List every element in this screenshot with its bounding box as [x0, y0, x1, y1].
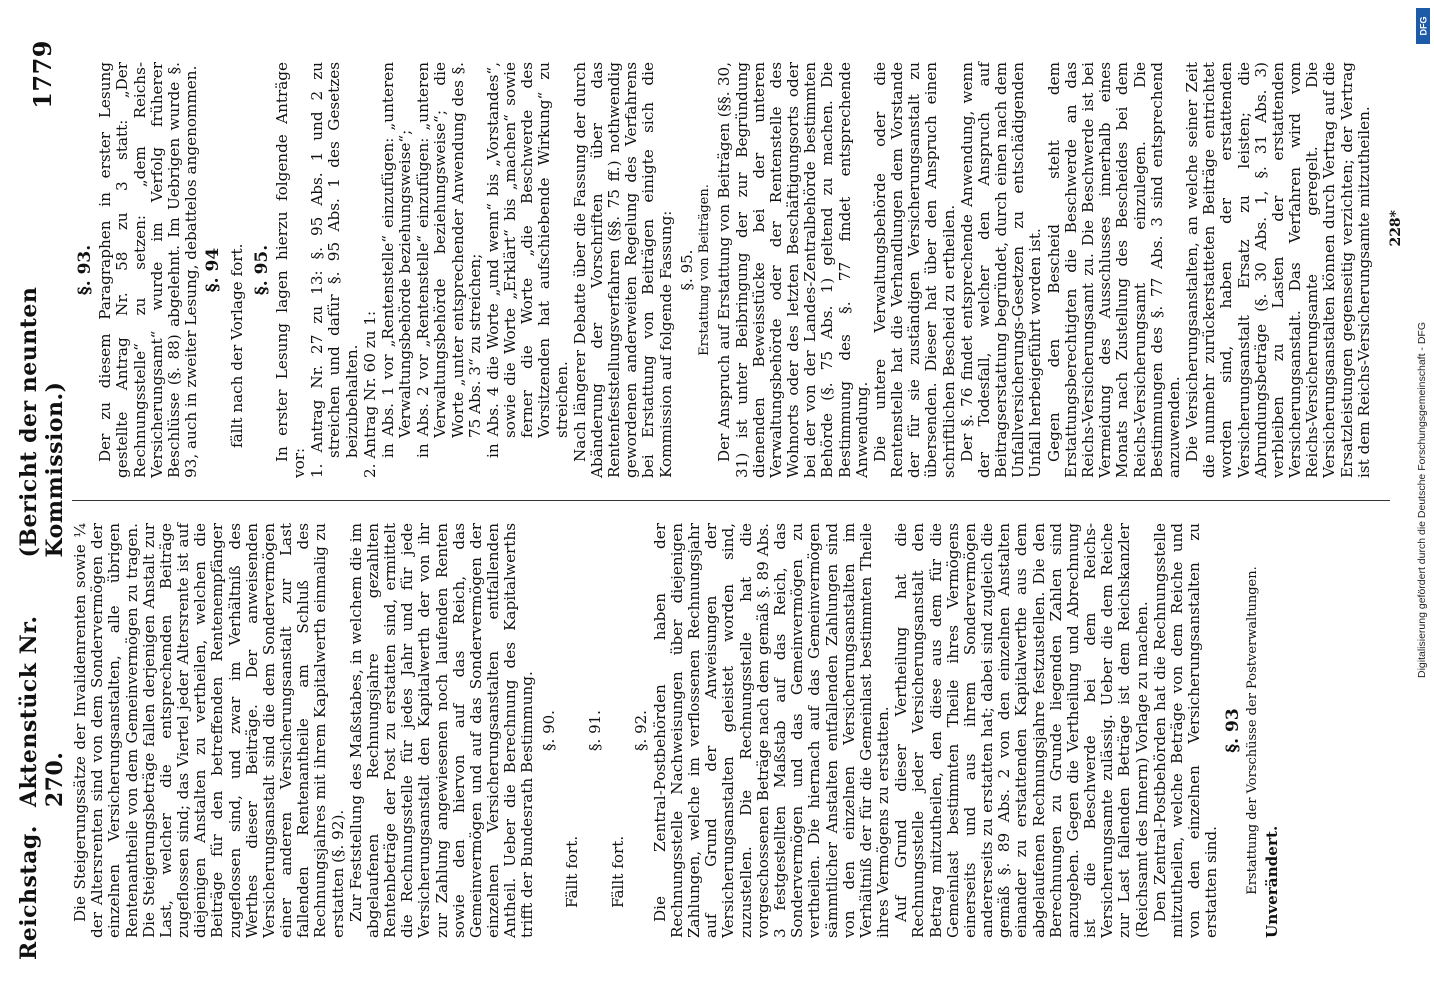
section-subheading-93: Erstattung der Vorschüsse der Postverwaltungen.	[1244, 566, 1260, 895]
digitization-note-text: Digitalisierung gefördert durch die Deutsche Forschungsgemeinschaft - DFG	[1416, 321, 1429, 679]
section-heading-93: §. 93	[1223, 708, 1244, 753]
header-aktenstueck: Aktenstück Nr. 270.	[16, 615, 68, 808]
section-heading-92: §. 92.	[631, 710, 650, 751]
section-heading-90: §. 90.	[539, 710, 558, 751]
paragraph: Die Steigerungssätze der Invalidenrenten sowie ¼ der Altersrenten sind von dem Sondervermögen der einzelnen Versicherungsanstalten, alle übrigen Rentenantheile von dem Gemeinvermögen zu tragen. Die Steigerungsbeträge fallen derjenigen Anstalt zur Last, welcher die entsprechenden Beiträge zugeflossen sind; das Viertel jeder Altersrente ist auf diejenigen Anstalten zu vertheilen, welchen die Beiträge für den betreffenden Rentenempfänger zugeflossen sind, und zwar im Verhältniß des Werthes dieser Beiträge. Der anweisenden Versicherungsanstalt sind die dem Sondervermögen einer anderen Versicherungsanstalt zur Last fallenden Rentenantheile am Schluß des Rechnungsjahres mit ihrem Kapitalwerth einmalig zu erstatten (§. 92).	[71, 523, 347, 938]
dfg-logo-icon: DFG	[1416, 8, 1430, 44]
paragraph: Nach längerer Debatte über die Fassung der durch Abänderung der Vorschriften über das Rentenfeststellungsverfahren (§§. 75 ff.) nothwendig gewordenen anderweiten Regelung des Verfahrens bei Erstattung von Beiträgen einigte sich die Kommission auf folgende Fassung:	[570, 62, 675, 478]
text-columns	[72, 40, 1390, 960]
header-left	[16, 558, 68, 960]
section-text-90: Fällt fort.	[562, 835, 581, 908]
paragraph: Auf Grund dieser Vertheilung hat die Rechnungsstelle jeder Versicherungsanstalt den Betrag mitzutheilen, den diese aus dem für die Gemeinlast bestimmten Theile ihres Vermögens einerseits und aus ihrem Sondervermögen andererseits zu erstatten hat; dabei sind zugleich die gemäß §. 89 Abs. 2 von den einzelnen Anstalten einander zu erstattenden Kapitalwerthe aus dem abgelaufenen Rechnungsjahre festzustellen. Die den Berechnungen zu Grunde liegenden Zahlen sind anzugeben. Gegen die Vertheilung und Abrechnung ist die Beschwerde bei dem Reichs-Versicherungsamte zulässig. Ueber die dem Reiche zur Last fallenden Beträge ist dem Reichskanzler (Reichsamt des Innern) Vorlage zu machen.	[892, 523, 1151, 938]
list-subitem: in Abs. 4 die Worte „und wenn“ bis „Vorstandes“, sowie die Worte „Erklärt“ bis „machen“ sowie ferner die Worte „die Beschwerde des Vorsitzenden hat aufschiebende Wirkung“ zu streichen.	[483, 62, 571, 458]
list-item: 2. Antrag Nr. 60 zu 1:	[360, 310, 379, 478]
page-header	[16, 40, 68, 960]
paragraph: Den Zentral-Postbehörden hat die Rechnungsstelle mitzutheilen, welche Beträge von dem Reiche und von den einzelnen Versicherungsanstalten zu erstatten sind.	[1150, 523, 1221, 938]
section-heading-94: §. 94	[203, 247, 224, 293]
paragraph: In erster Lesung lagen hierzu folgende Anträge vor:	[272, 62, 308, 478]
paragraph: Die Versicherungsanstalten, an welche seiner Zeit die nunmehr zurückerstatteten Beiträge entrichtet worden sind, haben der erstattenden Versicherungsanstalt Ersatz zu leisten; die Abrundungsbeträge (§. 30 Abs. 1, §. 31 Abs. 3) verbleiben zu Lasten der erstattenden Versicherungsanstalt. Das Verfahren wird vom Reichs-Versicherungsamte geregelt. Die Versicherungsanstalten können durch Vertrag auf die Ersatzleistungen gegenseitig verzichten; der Vertrag ist dem Reichs-Versicherungsamte mitzutheilen.	[1183, 62, 1373, 478]
header-reichstag: Reichstag.	[16, 825, 42, 960]
paragraph: Gegen den Bescheid steht dem Erstattungsberechtigten die Beschwerde an das Reichs-Versicherungsamt zu. Die Beschwerde ist bei Vermeidung des Ausschlusses innerhalb eines Monats nach Zustellung des Bescheides bei dem Reichs-Versicherungsamt einzulegen. Die Bestimmungen des §. 77 Abs. 3 sind entsprechend anzuwenden.	[1044, 62, 1183, 478]
right-column	[72, 40, 1390, 500]
list-item: 1. Antrag Nr. 27 zu 13: §. 95 Abs. 1 und 2 zu streichen und dafür §. 95 Abs. 1 des Gesetzes beizubehalten.	[308, 62, 361, 478]
list-subitem: in Abs. 2 vor „Rentenstelle“ einzufügen: „unteren Verwaltungsbehörde beziehungsweise“; die Worte „unter entsprechender Anwendung des §. 75 Abs. 3“ zu streichen;	[414, 62, 484, 458]
paragraph: Der zu diesem Paragraphen in erster Lesung gestellte Antrag Nr. 58 zu 3 statt: „Der Rechnungsstelle“ zu setzen: „dem Reichs-Versicherungsamt“ wurde im Verfolg früherer Beschlüsse (§. 88) abgelehnt. Im Uebrigen wurde §. 93, auch in zweiter Lesung, debattelos angenommen.	[96, 62, 201, 478]
section-heading-91: §. 91.	[585, 710, 604, 751]
page-signature: 228*	[1388, 210, 1404, 247]
paragraph: Die Zentral-Postbehörden haben der Rechnungsstelle Nachweisungen über diejenigen Zahlungen, welche im verflossenen Rechnungsjahr auf Grund der Anweisungen der Versicherungsanstalten geleistet worden sind, zuzustellen. Die Rechnungsstelle hat die vorgeschossenen Beträge nach dem gemäß §. 89 Abs. 3 festgestellten Maßstab auf das Reich, das Sondervermögen und das Gemeinvermögen zu vertheilen. Die hiernach auf das Gemeinvermögen sämmtlicher Anstalten entfallenden Zahlungen sind von den einzelnen Versicherungsanstalten im Verhältniß der für die Gemeinlast bestimmten Theile ihres Vermögens zu erstatten.	[650, 523, 893, 938]
list-subitem: in Abs. 1 vor „Rentenstelle“ einzufügen: „unteren Verwaltungsbehörde beziehungsweise“;	[378, 62, 415, 458]
section-subheading-95: Erstattung von Beiträgen.	[696, 184, 712, 356]
section-text-93: Unverändert.	[1263, 825, 1282, 938]
section-text-91: Fällt fort.	[608, 835, 627, 908]
left-column	[72, 500, 1390, 960]
paragraph: Der §. 76 findet entsprechende Anwendung, wenn der Todesfall, welcher den Anspruch auf Beitragserstattung begründet, durch einen nach dem Unfallversicherungs-Gesetzen zu entschädigenden Unfall herbeigeführt worden ist.	[957, 62, 1045, 478]
section-text-94: fällt nach der Vorlage fort.	[228, 243, 247, 448]
paragraph: Der Anspruch auf Erstattung von Beiträgen (§§. 30, 31) ist unter Beibringung der zur Begründung dienenden Beweisstücke bei der unteren Verwaltungsbehörde oder der Rentenstelle des Wohnorts oder des letzten Beschäftigungsorts oder bei der von der Landes-Zentralbehörde bestimmten Behörde (§. 75 Abs. 1) geltend zu machen. Die Bestimmung des §. 77 findet entsprechende Anwendung.	[715, 62, 871, 478]
header-commission: (Bericht der neunten Kommission.)	[16, 286, 68, 558]
paragraph: Die untere Verwaltungsbehörde oder die Rentenstelle hat die Verhandlungen dem Vorstande der für sie zuständigen Versicherungsanstalt zu übersenden. Dieser hat über den Anspruch einen schriftlichen Bescheid zu ertheilen.	[870, 62, 958, 478]
section-heading-95: §. 95.	[251, 244, 272, 296]
section-heading-95-new: §. 95.	[677, 249, 696, 291]
paragraph: Zur Feststellung des Maßstabes, in welchem die im abgelaufenen Rechnungsjahre gezahlten Rentenbeträge der Post zu erstatten sind, ermittelt die Rechnungsstelle für jedes Jahr und für jede Versicherungsanstalt den Kapitalwerth der von ihr zur Zahlung angewiesenen noch laufenden Renten sowie den hiervon auf das Reich, das Gemeinvermögen und auf das Sondervermögen der einzelnen Versicherungsanstalten entfallenden Antheil. Ueber die Berechnung des Kapitalwerths trifft der Bundesrath Bestimmung.	[346, 523, 537, 938]
page-number-top: 1779	[27, 40, 57, 109]
digitization-note	[1412, 10, 1432, 990]
section-heading-93-report: §. 93.	[75, 244, 95, 296]
